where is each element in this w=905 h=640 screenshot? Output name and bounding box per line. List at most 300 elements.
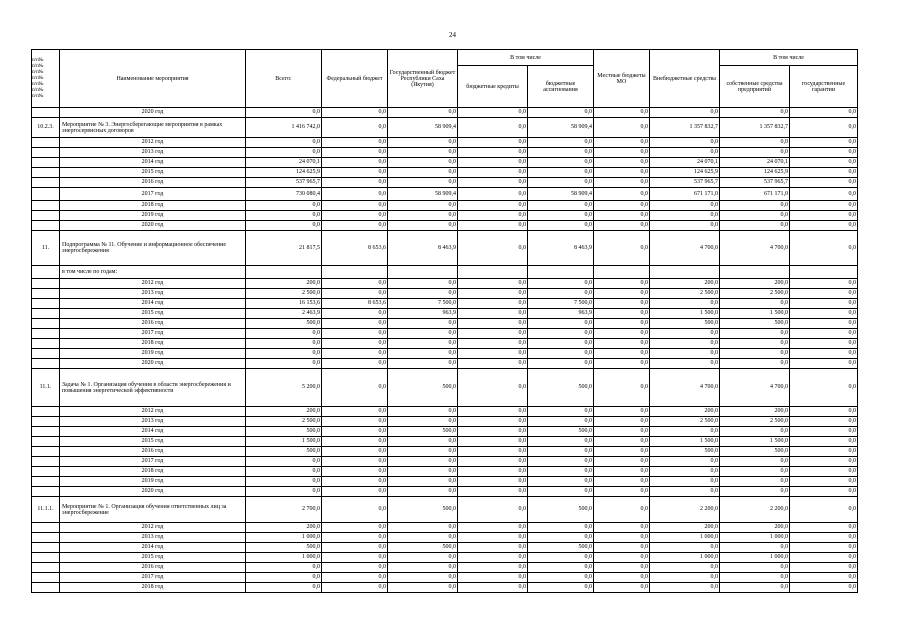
row-value: 0,0 <box>458 279 528 289</box>
row-value: 0,0 <box>458 457 528 467</box>
row-value: 0,0 <box>790 563 858 573</box>
row-value: 0,0 <box>388 477 458 487</box>
row-value: 0,0 <box>720 487 790 497</box>
row-code <box>32 359 60 369</box>
row-value: 0,0 <box>528 437 594 447</box>
row-value: 0,0 <box>650 349 720 359</box>
table-row-year <box>32 533 858 543</box>
row-value: 200,0 <box>650 279 720 289</box>
row-value: 0,0 <box>388 178 458 188</box>
row-value: 0,0 <box>458 221 528 231</box>
row-value: 0,0 <box>246 148 322 158</box>
table-row-year <box>32 211 858 221</box>
row-value: 0,0 <box>246 359 322 369</box>
row-value: 0,0 <box>322 407 388 417</box>
row-value: 0,0 <box>790 148 858 158</box>
row-value: 537 965,7 <box>720 178 790 188</box>
row-code <box>32 349 60 359</box>
table-row-year <box>32 523 858 533</box>
row-value: 0,0 <box>650 148 720 158</box>
row-value: 0,0 <box>322 339 388 349</box>
row-value: 5 200,0 <box>246 369 322 407</box>
row-value: 1 500,0 <box>720 309 790 319</box>
row-name: 2015 год <box>60 168 246 178</box>
row-code <box>32 563 60 573</box>
row-code <box>32 417 60 427</box>
row-code: 11.1.1. <box>32 497 60 523</box>
row-value: 124 625,9 <box>720 168 790 178</box>
row-value: 0,0 <box>246 201 322 211</box>
row-value: 0,0 <box>322 369 388 407</box>
row-value: 0,0 <box>528 201 594 211</box>
row-value: 0,0 <box>388 201 458 211</box>
row-value: 0,0 <box>790 309 858 319</box>
row-value: 58 909,4 <box>528 118 594 138</box>
row-name: 2013 год <box>60 417 246 427</box>
row-value: 0,0 <box>594 417 650 427</box>
row-code <box>32 533 60 543</box>
row-value: 500,0 <box>246 427 322 437</box>
header-federal: Федеральный бюджет <box>322 50 388 108</box>
row-value: 0,0 <box>246 573 322 583</box>
row-value: 0,0 <box>246 583 322 593</box>
row-value: 0,0 <box>790 497 858 523</box>
header-including-2: В том числе <box>720 50 858 66</box>
row-value: 0,0 <box>720 583 790 593</box>
row-value: 0,0 <box>458 447 528 457</box>
row-value: 0,0 <box>458 523 528 533</box>
row-value: 0,0 <box>594 138 650 148</box>
row-value: 0,0 <box>458 497 528 523</box>
row-code <box>32 188 60 201</box>
row-value: 0,0 <box>388 407 458 417</box>
row-value: 0,0 <box>790 168 858 178</box>
header-own-funds: собственные средства предприятий <box>720 66 790 108</box>
row-value: 0,0 <box>458 118 528 138</box>
row-value: 0,0 <box>790 118 858 138</box>
row-value: 0,0 <box>594 329 650 339</box>
row-value: 0,0 <box>458 211 528 221</box>
row-code <box>32 437 60 447</box>
row-value: 4 700,0 <box>720 231 790 266</box>
row-name: 2018 год <box>60 339 246 349</box>
row-value <box>246 266 322 279</box>
row-value: 0,0 <box>388 487 458 497</box>
row-value: 0,0 <box>790 457 858 467</box>
row-code <box>32 553 60 563</box>
row-value: 0,0 <box>528 168 594 178</box>
row-value: 0,0 <box>322 417 388 427</box>
row-value: 0,0 <box>458 359 528 369</box>
table-row-item <box>32 231 858 266</box>
row-value: 0,0 <box>322 329 388 339</box>
row-code <box>32 201 60 211</box>
row-value: 0,0 <box>528 279 594 289</box>
row-value: 0,0 <box>322 583 388 593</box>
row-value: 0,0 <box>458 319 528 329</box>
table-row-year <box>32 168 858 178</box>
row-value: 537 965,7 <box>246 178 322 188</box>
row-value: 0,0 <box>594 349 650 359</box>
row-value: 0,0 <box>322 309 388 319</box>
row-name: 2012 год <box>60 279 246 289</box>
row-name: 2015 год <box>60 437 246 447</box>
row-value: 2 700,0 <box>246 497 322 523</box>
row-value: 500,0 <box>246 447 322 457</box>
row-value: 0,0 <box>594 299 650 309</box>
row-value: 0,0 <box>790 178 858 188</box>
row-value: 0,0 <box>458 573 528 583</box>
row-code <box>32 457 60 467</box>
row-value: 0,0 <box>322 533 388 543</box>
row-value: 0,0 <box>458 168 528 178</box>
row-code: 11. <box>32 231 60 266</box>
row-value: 8 653,6 <box>322 231 388 266</box>
row-value: 0,0 <box>458 583 528 593</box>
table-row-year <box>32 427 858 437</box>
row-value: 0,0 <box>594 279 650 289</box>
row-value: 200,0 <box>246 407 322 417</box>
row-value: 0,0 <box>594 108 650 118</box>
row-value: 0,0 <box>528 563 594 573</box>
header-name: Наименование мероприятия <box>60 50 246 108</box>
table-row-year <box>32 289 858 299</box>
table-row-year <box>32 417 858 427</box>
row-value: 0,0 <box>388 523 458 533</box>
row-name: Задача № 1. Организация обучения в области энергосбережения и повышения энергетической эффективности <box>60 369 246 407</box>
row-value: 0,0 <box>594 407 650 417</box>
row-value: 0,0 <box>790 447 858 457</box>
row-code <box>32 289 60 299</box>
row-value: 0,0 <box>388 221 458 231</box>
row-value: 0,0 <box>528 457 594 467</box>
row-value: 730 080,4 <box>246 188 322 201</box>
row-value: 0,0 <box>720 563 790 573</box>
row-value: 500,0 <box>720 447 790 457</box>
row-value: 0,0 <box>458 543 528 553</box>
row-code <box>32 583 60 593</box>
row-value: 2 500,0 <box>650 289 720 299</box>
row-value: 0,0 <box>246 477 322 487</box>
row-value: 0,0 <box>790 417 858 427</box>
row-value: 4 700,0 <box>650 369 720 407</box>
table-body <box>32 108 858 593</box>
row-value: 0,0 <box>720 201 790 211</box>
table-row-year <box>32 329 858 339</box>
row-value: 4 700,0 <box>720 369 790 407</box>
row-value: 0,0 <box>650 211 720 221</box>
row-value: 200,0 <box>650 523 720 533</box>
row-value: 0,0 <box>528 359 594 369</box>
table-row-year <box>32 553 858 563</box>
row-value: 500,0 <box>720 319 790 329</box>
row-value <box>790 266 858 279</box>
table-row-year <box>32 279 858 289</box>
row-value: 0,0 <box>720 221 790 231</box>
row-value: 0,0 <box>650 329 720 339</box>
row-value: 0,0 <box>388 467 458 477</box>
row-value: 2 500,0 <box>650 417 720 427</box>
header-republic: Государственный бюджет Республики Саха (Якутия) <box>388 50 458 108</box>
row-value: 0,0 <box>322 319 388 329</box>
row-value: 0,0 <box>458 201 528 211</box>
row-value: 1 000,0 <box>246 533 322 543</box>
row-value: 0,0 <box>720 457 790 467</box>
row-value <box>388 266 458 279</box>
table-row-year <box>32 148 858 158</box>
row-value: 0,0 <box>528 329 594 339</box>
row-value: 0,0 <box>790 289 858 299</box>
row-value: 0,0 <box>650 299 720 309</box>
table-row-year <box>32 138 858 148</box>
row-value: 0,0 <box>790 523 858 533</box>
row-value: 0,0 <box>388 339 458 349</box>
table-row-year <box>32 108 858 118</box>
row-value: 0,0 <box>720 359 790 369</box>
row-value: 500,0 <box>246 319 322 329</box>
row-value: 21 817,5 <box>246 231 322 266</box>
row-name: 2016 год <box>60 447 246 457</box>
row-value: 0,0 <box>322 359 388 369</box>
row-value: 0,0 <box>246 339 322 349</box>
row-value: 0,0 <box>528 108 594 118</box>
table-row-year <box>32 447 858 457</box>
row-value: 500,0 <box>388 427 458 437</box>
row-value: 0,0 <box>594 523 650 533</box>
row-value: 0,0 <box>594 221 650 231</box>
row-value: 0,0 <box>388 563 458 573</box>
row-value: 0,0 <box>790 467 858 477</box>
table-row-year <box>32 339 858 349</box>
row-value: 0,0 <box>246 487 322 497</box>
table-row-year <box>32 349 858 359</box>
row-value: 0,0 <box>388 447 458 457</box>
row-name: 2012 год <box>60 138 246 148</box>
page-number: 24 <box>449 31 456 39</box>
row-value: 0,0 <box>322 108 388 118</box>
row-code <box>32 447 60 457</box>
row-value: 0,0 <box>720 543 790 553</box>
row-value: 1 416 742,0 <box>246 118 322 138</box>
row-value: 0,0 <box>322 553 388 563</box>
row-code <box>32 477 60 487</box>
row-value: 200,0 <box>246 279 322 289</box>
row-value: 0,0 <box>458 339 528 349</box>
row-value: 0,0 <box>720 211 790 221</box>
row-value: 58 909,4 <box>388 188 458 201</box>
row-value: 0,0 <box>594 178 650 188</box>
row-name: 2013 год <box>60 289 246 299</box>
header-including-1: В том числе <box>458 50 594 66</box>
row-name: 2012 год <box>60 407 246 417</box>
row-value: 0,0 <box>594 543 650 553</box>
table-row-year <box>32 477 858 487</box>
row-value: 0,0 <box>322 211 388 221</box>
row-value: 1 000,0 <box>720 553 790 563</box>
row-value: 0,0 <box>458 231 528 266</box>
row-value: 0,0 <box>322 543 388 553</box>
row-name: 2012 год <box>60 523 246 533</box>
row-value: 0,0 <box>720 467 790 477</box>
row-value: 0,0 <box>594 553 650 563</box>
row-value: 0,0 <box>322 118 388 138</box>
row-value: 1 000,0 <box>720 533 790 543</box>
row-value: 8 463,9 <box>528 231 594 266</box>
row-value: 0,0 <box>246 329 322 339</box>
row-value: 0,0 <box>790 407 858 417</box>
row-value: 1 357 832,7 <box>720 118 790 138</box>
header-num: п/п№ п/п№ п/п№ п/п№ п/п№ п/п№ п/п№ <box>32 50 60 108</box>
row-value: 0,0 <box>594 339 650 349</box>
row-name: 2014 год <box>60 299 246 309</box>
row-value: 2 500,0 <box>246 417 322 427</box>
row-value: 24 070,1 <box>650 158 720 168</box>
row-value: 0,0 <box>528 148 594 158</box>
row-value: 0,0 <box>528 158 594 168</box>
row-name: 2017 год <box>60 188 246 201</box>
row-value: 0,0 <box>528 221 594 231</box>
row-value: 2 200,0 <box>720 497 790 523</box>
header-offbudget: Внебюджетные средства <box>650 50 720 108</box>
row-value: 1 357 832,7 <box>650 118 720 138</box>
row-value: 0,0 <box>594 359 650 369</box>
row-name: 2014 год <box>60 543 246 553</box>
row-value: 0,0 <box>650 221 720 231</box>
row-value: 0,0 <box>528 319 594 329</box>
row-value: 0,0 <box>458 289 528 299</box>
row-value: 0,0 <box>720 339 790 349</box>
row-value: 0,0 <box>650 201 720 211</box>
row-value <box>322 266 388 279</box>
row-value: 500,0 <box>528 427 594 437</box>
row-code <box>32 168 60 178</box>
row-code <box>32 407 60 417</box>
row-name: 2018 год <box>60 467 246 477</box>
table-row-year <box>32 221 858 231</box>
row-value: 0,0 <box>594 477 650 487</box>
row-name: 2020 год <box>60 487 246 497</box>
row-value: 124 625,9 <box>650 168 720 178</box>
row-value: 0,0 <box>322 563 388 573</box>
row-value: 0,0 <box>720 299 790 309</box>
row-value: 0,0 <box>388 168 458 178</box>
row-value: 0,0 <box>458 158 528 168</box>
row-value: 0,0 <box>458 477 528 487</box>
row-value: 0,0 <box>322 138 388 148</box>
row-value: 0,0 <box>528 417 594 427</box>
row-code <box>32 221 60 231</box>
row-value: 0,0 <box>458 427 528 437</box>
row-value: 0,0 <box>388 573 458 583</box>
row-value: 0,0 <box>650 138 720 148</box>
row-value: 0,0 <box>720 329 790 339</box>
row-value: 0,0 <box>528 138 594 148</box>
row-value: 0,0 <box>388 553 458 563</box>
row-value: 0,0 <box>650 477 720 487</box>
row-value: 4 700,0 <box>650 231 720 266</box>
row-value: 0,0 <box>720 349 790 359</box>
row-value: 0,0 <box>388 279 458 289</box>
row-value: 0,0 <box>528 407 594 417</box>
row-value: 0,0 <box>322 349 388 359</box>
row-value: 0,0 <box>388 148 458 158</box>
row-value: 500,0 <box>650 447 720 457</box>
row-value: 0,0 <box>594 231 650 266</box>
row-value: 0,0 <box>790 158 858 168</box>
table-row-year <box>32 457 858 467</box>
row-value: 0,0 <box>594 573 650 583</box>
row-name: 2016 год <box>60 178 246 188</box>
row-value: 0,0 <box>594 583 650 593</box>
row-value: 0,0 <box>790 319 858 329</box>
row-value: 7 500,0 <box>388 299 458 309</box>
row-value: 0,0 <box>790 349 858 359</box>
row-value: 0,0 <box>790 299 858 309</box>
row-value: 0,0 <box>790 533 858 543</box>
row-name: 2017 год <box>60 457 246 467</box>
row-value: 0,0 <box>790 573 858 583</box>
row-name: 2019 год <box>60 349 246 359</box>
table-row-year <box>32 201 858 211</box>
row-value: 0,0 <box>322 148 388 158</box>
row-value: 0,0 <box>528 349 594 359</box>
row-value: 0,0 <box>246 211 322 221</box>
row-value: 963,9 <box>388 309 458 319</box>
row-value: 0,0 <box>790 359 858 369</box>
row-value: 0,0 <box>720 108 790 118</box>
row-value: 0,0 <box>458 138 528 148</box>
table-row-year <box>32 188 858 201</box>
row-name: 2013 год <box>60 533 246 543</box>
row-value: 7 500,0 <box>528 299 594 309</box>
row-value: 0,0 <box>458 329 528 339</box>
row-value: 0,0 <box>790 487 858 497</box>
row-name: 2017 год <box>60 573 246 583</box>
row-value: 0,0 <box>458 299 528 309</box>
row-name: 2016 год <box>60 563 246 573</box>
row-value: 0,0 <box>790 339 858 349</box>
row-code <box>32 266 60 279</box>
table-row-item <box>32 497 858 523</box>
row-value: 2 500,0 <box>246 289 322 299</box>
row-code <box>32 487 60 497</box>
row-value: 0,0 <box>458 108 528 118</box>
table-row-year <box>32 309 858 319</box>
row-value: 0,0 <box>322 573 388 583</box>
row-value: 0,0 <box>594 457 650 467</box>
row-value: 0,0 <box>458 533 528 543</box>
row-value: 0,0 <box>458 467 528 477</box>
row-value: 0,0 <box>458 188 528 201</box>
row-value: 200,0 <box>720 407 790 417</box>
row-value: 0,0 <box>458 563 528 573</box>
row-name: 2015 год <box>60 309 246 319</box>
row-value: 500,0 <box>528 369 594 407</box>
row-code <box>32 158 60 168</box>
row-value: 500,0 <box>388 369 458 407</box>
row-value: 0,0 <box>650 457 720 467</box>
row-name: 2015 год <box>60 553 246 563</box>
row-value: 58 909,4 <box>388 118 458 138</box>
row-value: 2 500,0 <box>720 417 790 427</box>
table-row-year <box>32 583 858 593</box>
row-name: 2019 год <box>60 211 246 221</box>
row-value: 0,0 <box>528 178 594 188</box>
row-value: 0,0 <box>388 437 458 447</box>
row-code <box>32 319 60 329</box>
row-value: 0,0 <box>528 573 594 583</box>
row-value: 0,0 <box>650 543 720 553</box>
